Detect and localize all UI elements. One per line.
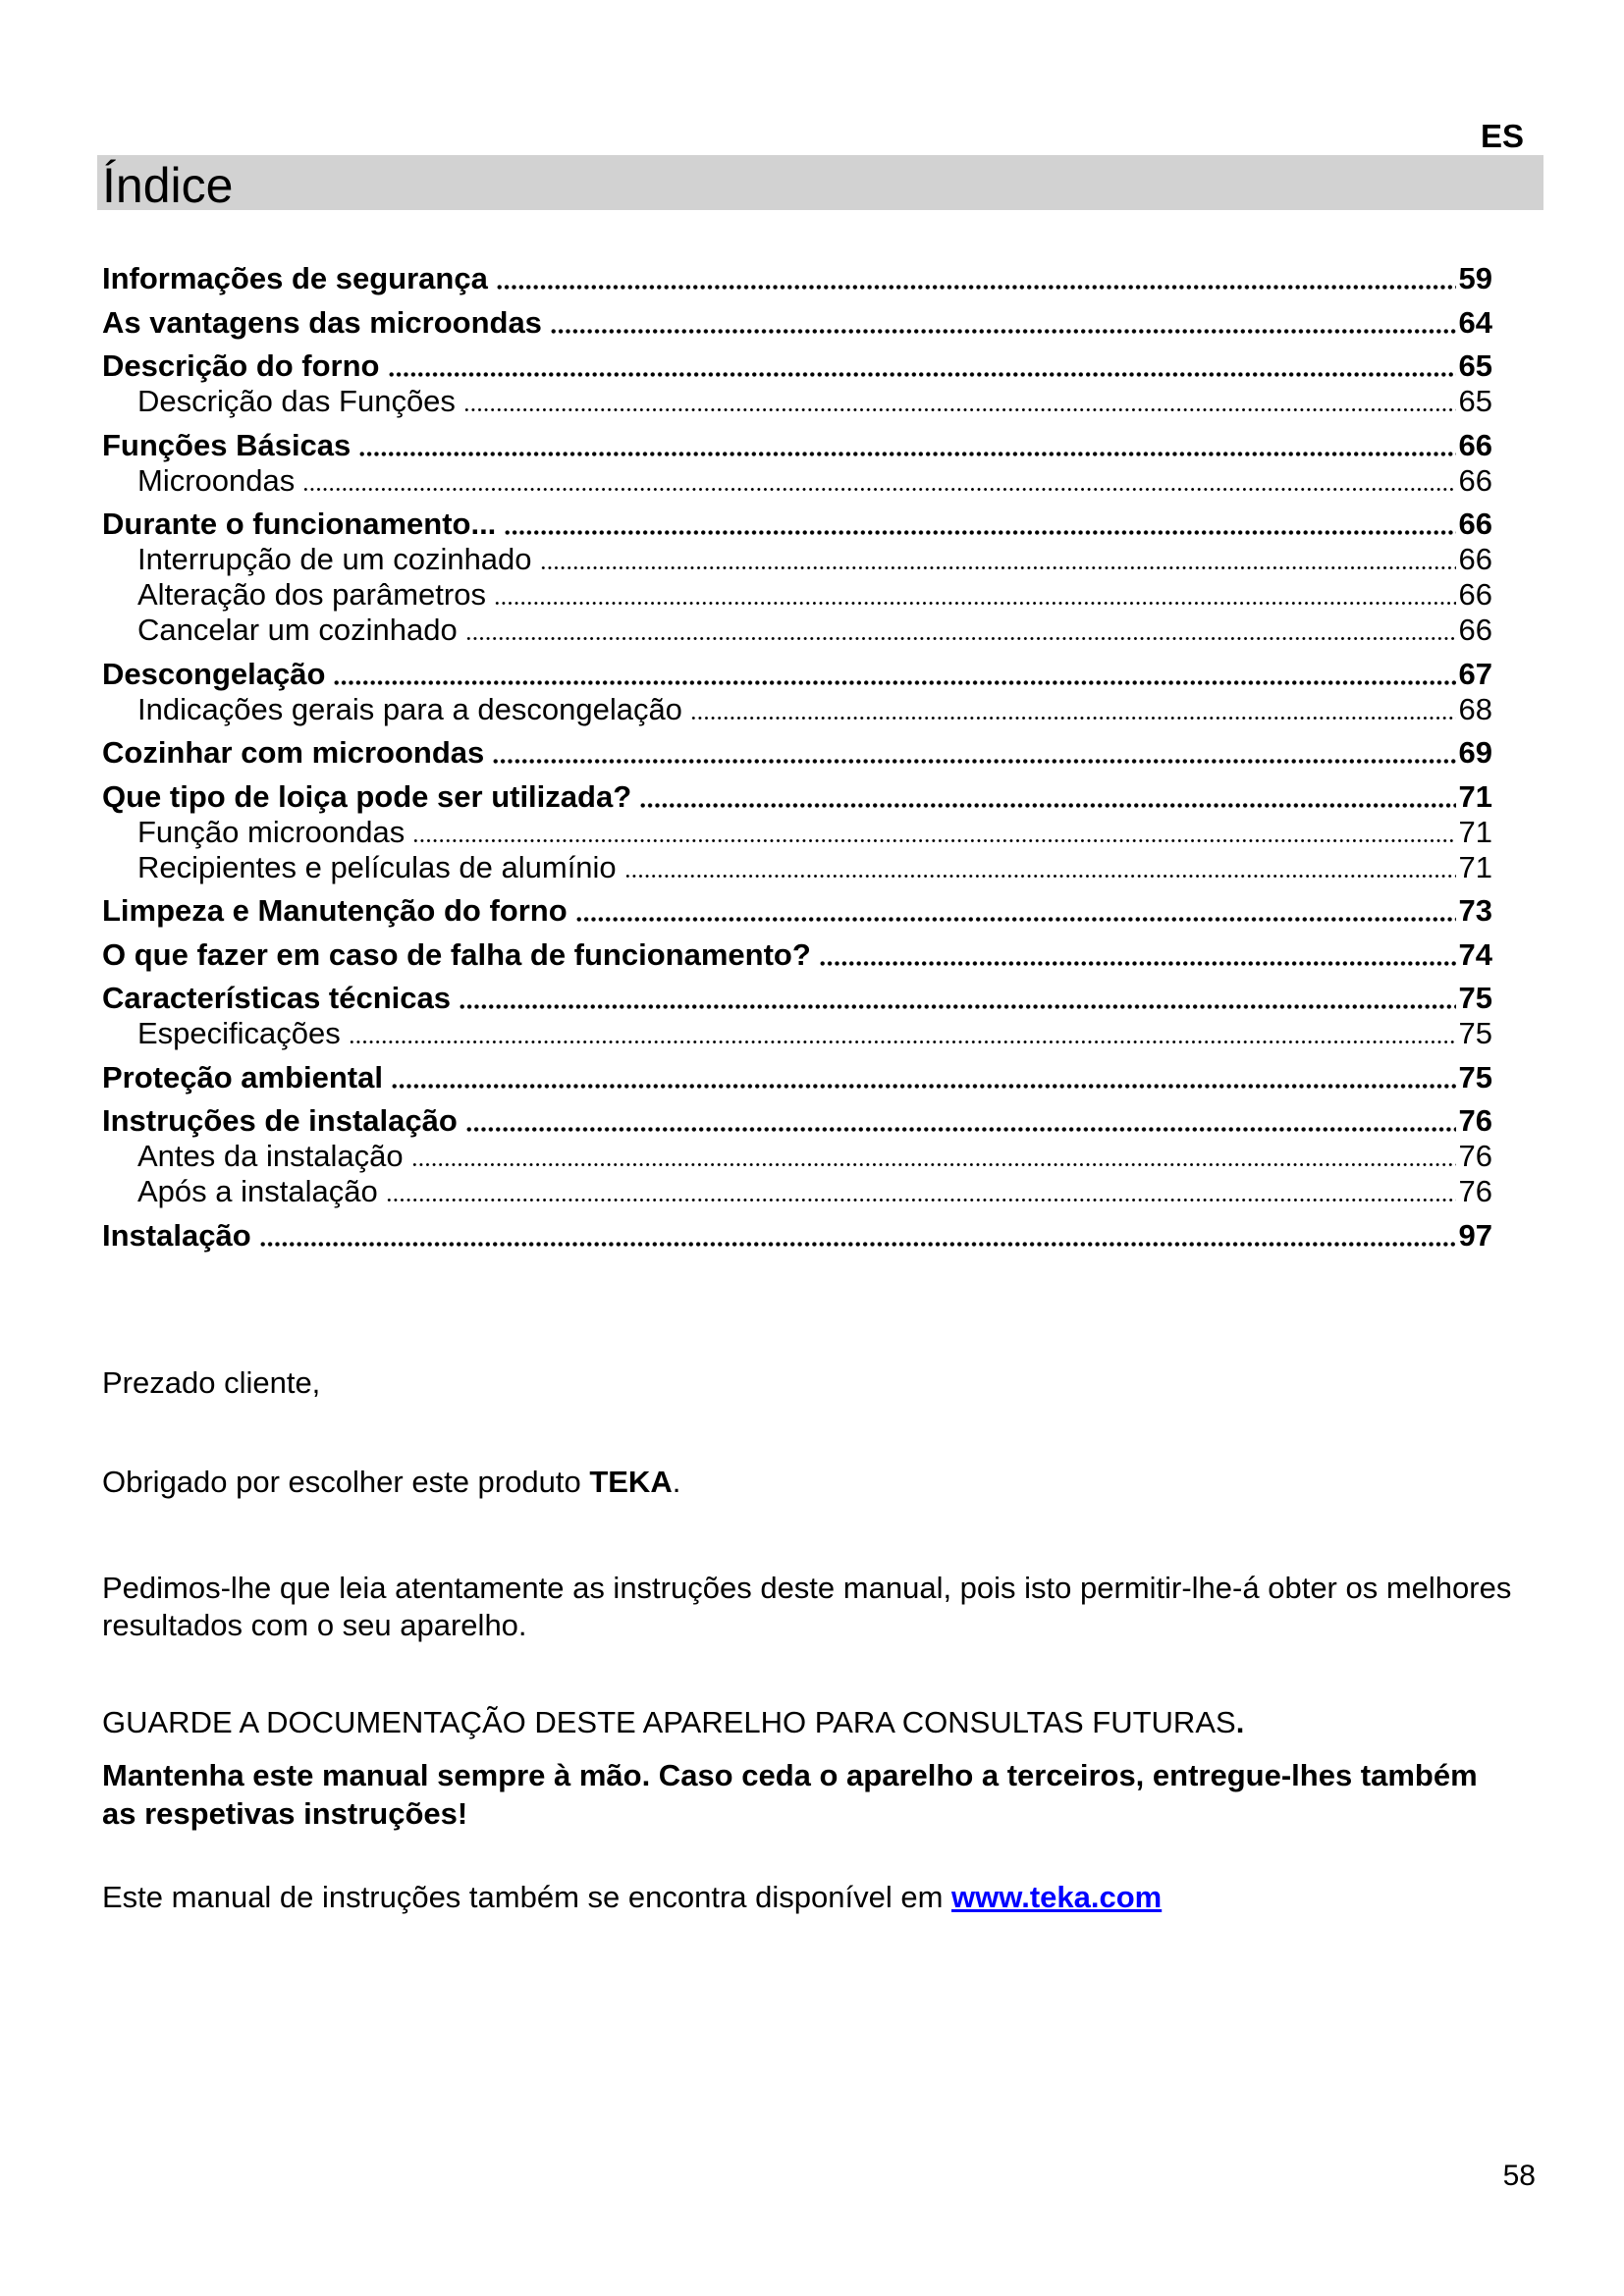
toc-entry-title: As vantagens das microondas [102, 304, 542, 340]
toc-subentry-title: Função microondas [137, 814, 406, 849]
toc-entry-page-number: 64 [1458, 304, 1492, 340]
toc-entry-title: Limpeza e Manutenção do forno [102, 893, 568, 928]
table-of-contents [102, 261, 1492, 1254]
toc-entry-page-number: 69 [1458, 735, 1492, 770]
dot-leader [575, 893, 1456, 929]
dot-leader [819, 937, 1456, 973]
toc-subentry-title: Antes da instalação [137, 1139, 404, 1173]
dot-leader [465, 1103, 1456, 1139]
toc-entry-page-number: 75 [1458, 981, 1492, 1015]
dot-leader [494, 577, 1456, 613]
toc-entry [102, 981, 1492, 1016]
toc-entry [102, 428, 1492, 463]
title-bar [97, 155, 1543, 213]
toc-entry-page-number: 66 [1458, 427, 1492, 462]
paragraph-line: Pedimos-lhe que leia atentamente as instruções deste manual, pois isto permitir-lhe-á obter os melhores [102, 1571, 1512, 1605]
dot-leader [358, 428, 1455, 463]
toc-entry [102, 1103, 1492, 1139]
toc-subentry-page-number: 66 [1458, 577, 1492, 612]
toc-entry-title: Descongelação [102, 656, 326, 691]
warning-line: Mantenha este manual sempre à mão. Caso ceda o aparelho a terceiros, entregue-lhes também [102, 1758, 1478, 1792]
warning-line: as respetivas instruções! [102, 1796, 468, 1831]
toc-entry [102, 893, 1492, 929]
dot-leader [411, 1139, 1456, 1174]
toc-entry-title: Durante o funcionamento... [102, 507, 497, 541]
dot-leader [259, 1218, 1456, 1254]
toc-entry-title: Funções Básicas [102, 427, 352, 462]
toc-subentry [102, 1174, 1492, 1209]
toc-subentry-title: Recipientes e películas de alumínio [137, 849, 617, 884]
dot-leader [459, 981, 1456, 1016]
dot-leader [465, 613, 1456, 648]
toc-entry-title: Descrição do forno [102, 348, 380, 383]
page-number: 58 [1502, 2160, 1536, 2192]
toc-subentry-page-number: 71 [1458, 849, 1492, 884]
toc-entry-title: Que tipo de loiça pode ser utilizada? [102, 778, 632, 814]
toc-subentry [102, 1139, 1492, 1174]
toc-subentry-page-number: 66 [1458, 462, 1492, 498]
toc-subentry-title: Cancelar um cozinhado [137, 613, 458, 647]
dot-leader [550, 305, 1456, 341]
dot-leader [386, 1174, 1456, 1209]
dot-leader [412, 815, 1455, 850]
dot-leader [463, 384, 1456, 419]
dot-leader [690, 692, 1456, 727]
toc-entry-page-number: 76 [1458, 1103, 1492, 1138]
toc-entry-title: Cozinhar com microondas [102, 735, 485, 770]
toc-entry-title: Instalação [102, 1217, 251, 1253]
toc-subentry [102, 1016, 1492, 1051]
keep-documentation-notice [102, 1704, 1244, 1741]
thanks-sentence [102, 1464, 680, 1501]
toc-subentry [102, 815, 1492, 850]
toc-subentry [102, 463, 1492, 499]
toc-subentry [102, 850, 1492, 885]
toc-entry-page-number: 59 [1458, 261, 1492, 295]
toc-entry [102, 348, 1492, 384]
toc-entry [102, 261, 1492, 296]
brand-name: TEKA [589, 1465, 673, 1499]
notice-text: GUARDE A DOCUMENTAÇÃO DESTE APARELHO PARA CONSULTAS FUTURAS [102, 1705, 1236, 1739]
notice-end: . [1235, 1705, 1245, 1739]
page-title: Índice [102, 158, 234, 213]
toc-entry-page-number: 73 [1458, 893, 1492, 928]
toc-subentry-title: Descrição das Funções [137, 384, 456, 418]
toc-entry [102, 305, 1492, 341]
availability-text: Este manual de instruções também se encontra disponível em [102, 1880, 952, 1914]
thanks-end: . [672, 1465, 681, 1499]
toc-subentry-page-number: 68 [1458, 691, 1492, 726]
toc-entry-page-number: 71 [1458, 778, 1492, 814]
toc-subentry-title: Indicações gerais para a descongelação [137, 691, 682, 726]
toc-subentry-title: Microondas [137, 462, 296, 498]
toc-subentry-page-number: 76 [1458, 1174, 1492, 1208]
dot-leader [333, 657, 1455, 692]
dot-leader [302, 463, 1455, 499]
dot-leader [496, 261, 1456, 296]
toc-subentry-page-number: 76 [1458, 1139, 1492, 1173]
dot-leader [540, 542, 1456, 577]
toc-subentry [102, 577, 1492, 613]
dot-leader [391, 1060, 1456, 1095]
dot-leader [504, 507, 1455, 542]
toc-entry [102, 779, 1492, 815]
paragraph-line: resultados com o seu aparelho. [102, 1608, 527, 1642]
toc-subentry-page-number: 71 [1458, 814, 1492, 849]
toc-entry [102, 507, 1492, 542]
toc-subentry-title: Alteração dos parâmetros [137, 577, 486, 612]
toc-subentry-page-number: 75 [1458, 1016, 1492, 1050]
toc-entry-page-number: 74 [1458, 936, 1492, 972]
toc-subentry-title: Interrupção de um cozinhado [137, 542, 532, 576]
toc-entry-page-number: 67 [1458, 656, 1492, 691]
toc-subentry-title: Após a instalação [137, 1174, 378, 1208]
dot-leader [349, 1016, 1456, 1051]
toc-entry-title: Informações de segurança [102, 261, 488, 295]
toc-subentry [102, 542, 1492, 577]
toc-subentry-page-number: 66 [1458, 542, 1492, 576]
toc-entry [102, 1060, 1492, 1095]
language-code: ES [1480, 118, 1524, 154]
toc-entry [102, 937, 1492, 973]
keep-manual-warning [102, 1756, 1478, 1833]
thanks-text: Obrigado por escolher este produto [102, 1465, 590, 1499]
toc-entry-title: Características técnicas [102, 981, 452, 1015]
toc-entry-page-number: 66 [1458, 507, 1492, 541]
reading-request-paragraph [102, 1570, 1511, 1644]
dot-leader [624, 850, 1456, 885]
toc-entry-page-number: 65 [1458, 348, 1492, 383]
online-availability [102, 1879, 1162, 1916]
toc-subentry [102, 613, 1492, 648]
dot-leader [388, 348, 1456, 384]
toc-subentry-page-number: 65 [1458, 384, 1492, 418]
toc-subentry-page-number: 66 [1458, 613, 1492, 647]
toc-entry-page-number: 75 [1458, 1059, 1492, 1095]
toc-entry-title: Proteção ambiental [102, 1059, 383, 1095]
toc-subentry [102, 384, 1492, 419]
greeting: Prezado cliente, [102, 1365, 321, 1400]
website-link[interactable]: www.teka.com [951, 1880, 1163, 1914]
toc-subentry [102, 692, 1492, 727]
toc-entry [102, 657, 1492, 692]
toc-subentry-title: Especificações [137, 1016, 341, 1050]
toc-entry-title: O que fazer em caso de falha de funcionamento? [102, 936, 811, 972]
toc-entry-page-number: 97 [1458, 1217, 1492, 1253]
toc-entry [102, 1218, 1492, 1254]
toc-entry-title: Instruções de instalação [102, 1103, 458, 1138]
dot-leader [639, 779, 1455, 815]
dot-leader [492, 735, 1455, 771]
toc-entry [102, 735, 1492, 771]
